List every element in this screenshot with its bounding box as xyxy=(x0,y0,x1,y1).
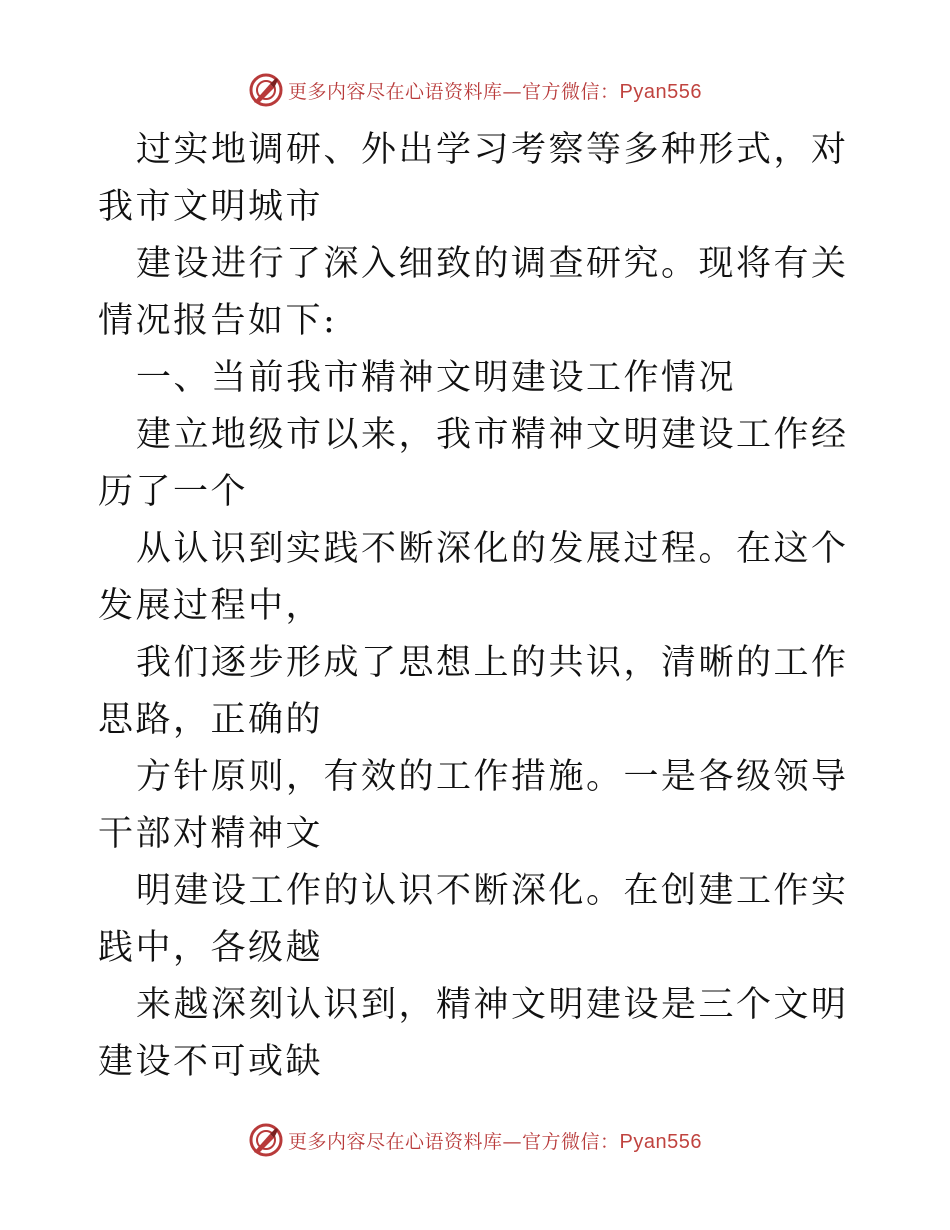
pen-logo-icon xyxy=(248,72,284,108)
paragraph: 我们逐步形成了思想上的共识，清晰的工作思路，正确的 xyxy=(98,643,849,740)
watermark-handle: Pyan556 xyxy=(619,1130,702,1153)
watermark-label: 更多内容尽在心语资料库—官方微信： xyxy=(288,80,620,103)
pen-logo-icon xyxy=(248,1122,284,1158)
paragraph: 建立地级市以来，我市精神文明建设工作经历了一个 xyxy=(98,415,849,512)
paragraph: 从认识到实践不断深化的发展过程。在这个发展过程中， xyxy=(98,529,849,626)
paragraph: 方针原则，有效的工作措施。一是各级领导干部对精神文 xyxy=(98,757,849,854)
watermark-text xyxy=(288,77,702,104)
watermark-label: 更多内容尽在心语资料库—官方微信： xyxy=(288,1130,620,1153)
paragraph: 过实地调研、外出学习考察等多种形式，对我市文明城市 xyxy=(98,130,849,227)
watermark-handle: Pyan556 xyxy=(619,80,702,103)
section-heading: 一、当前我市精神文明建设工作情况 xyxy=(136,358,737,398)
footer-watermark xyxy=(0,1120,950,1160)
paragraph: 明建设工作的认识不断深化。在创建工作实践中，各级越 xyxy=(98,871,849,968)
document-body xyxy=(98,122,858,1091)
header-watermark xyxy=(0,70,950,110)
watermark-text xyxy=(288,1127,702,1154)
paragraph: 来越深刻认识到，精神文明建设是三个文明建设不可或缺 xyxy=(98,985,849,1082)
paragraph: 建设进行了深入细致的调查研究。现将有关情况报告如下: xyxy=(98,244,849,341)
